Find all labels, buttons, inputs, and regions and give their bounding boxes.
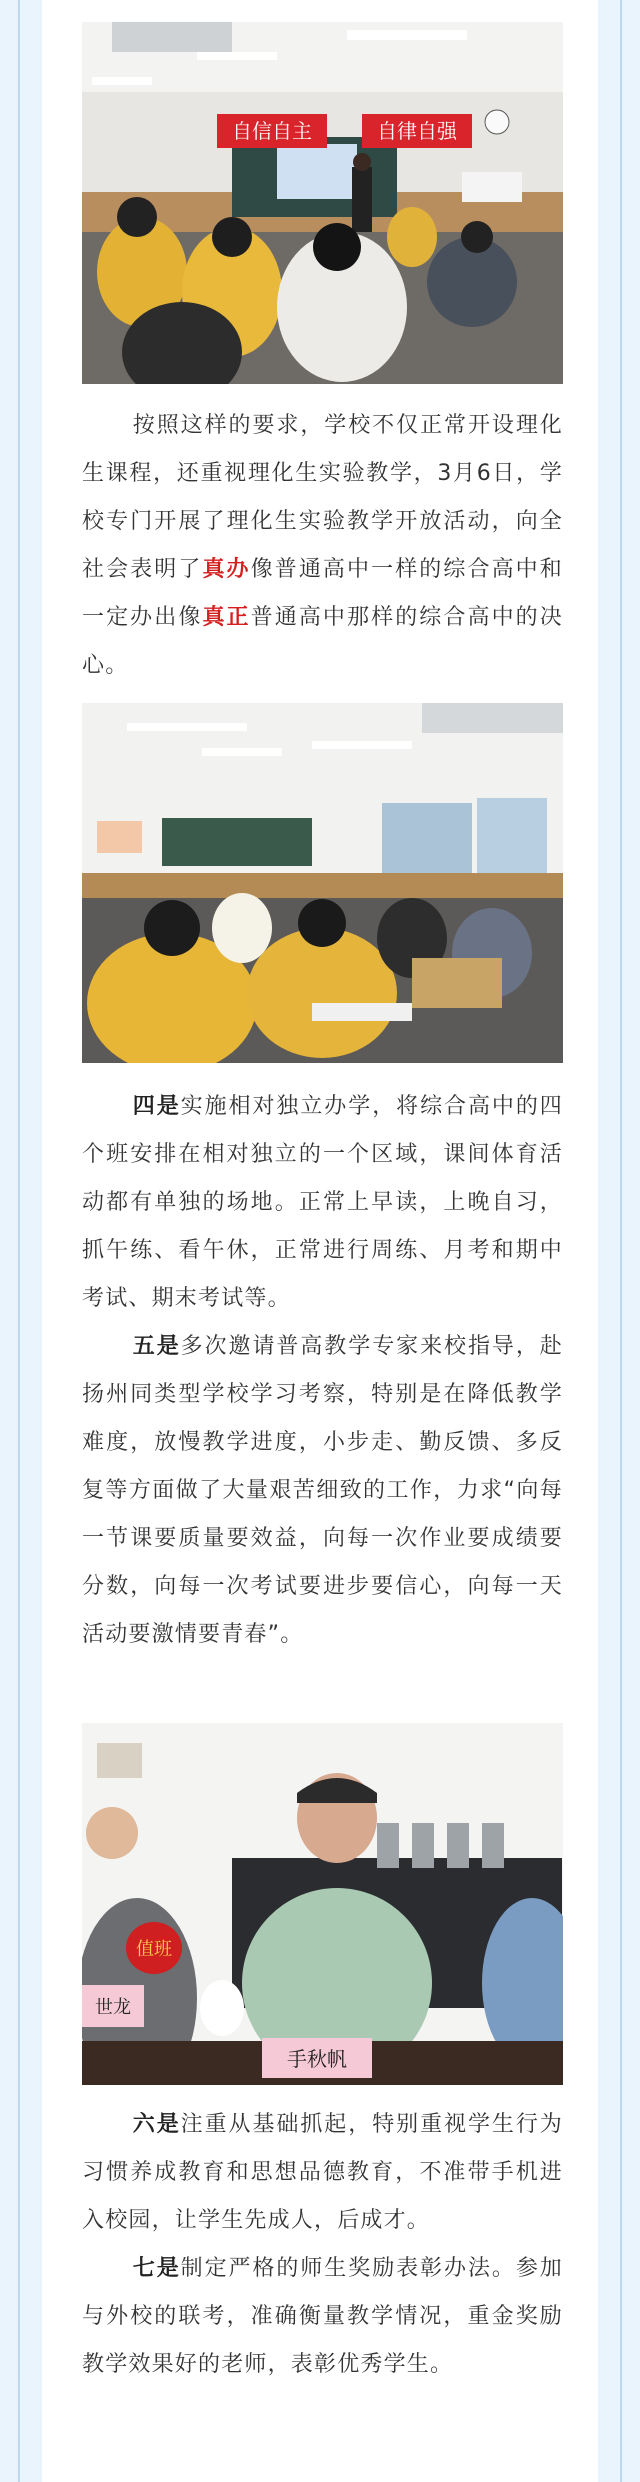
para1-emphasis-1: 真办 bbox=[202, 557, 251, 582]
classroom-photo-1 bbox=[82, 22, 563, 384]
para4-lead: 六是 bbox=[132, 2112, 181, 2137]
nameplate-left: 世龙 bbox=[95, 1997, 131, 2018]
classroom-photo-2 bbox=[82, 703, 563, 1063]
para5-lead: 七是 bbox=[132, 2256, 181, 2281]
para1-text-c: 普通高中那样的综合高中的决心。 bbox=[82, 605, 563, 678]
sash-text: 值班 bbox=[136, 1939, 172, 1960]
paragraph-2 bbox=[82, 1083, 563, 1323]
paragraph-5 bbox=[82, 2245, 563, 2389]
para3-lead: 五是 bbox=[132, 1334, 181, 1359]
para1-emphasis-2: 真正 bbox=[202, 605, 251, 630]
para3-text: 多次邀请普高教学专家来校指导，赴扬州同类型学校学习考察，特别是在降低教学难度，放慢教学进度，小步走、勤反馈、多反复等方面做了大量艰苦细致的工作，力求“向每一节课要质量要效益，向每一次作业要成绩要分数，向每一次考试要进步要信心，向每一天活动要激情要青春”。 bbox=[82, 1334, 564, 1647]
article-card bbox=[42, 0, 598, 2482]
para4-text: 注重从基础抓起，特别重视学生行为习惯养成教育和思想品德教育，不准带手机进入校园，让学生先成人，后成才。 bbox=[82, 2112, 564, 2233]
banner-left: 自信自主 bbox=[232, 119, 312, 143]
para1-text-b: 像普通高中一样的综合高中和一定办出像 bbox=[82, 557, 563, 630]
para1-text-a: 按照这样的要求，学校不仅正常开设理化生课程，还重视理化生实验教学，3月6日，学校专门开展了理化生实验教学开放活动，向全社会表明了 bbox=[82, 413, 563, 582]
left-rail bbox=[18, 0, 20, 2482]
paragraph-1 bbox=[82, 402, 563, 690]
paragraph-3 bbox=[82, 1323, 563, 1659]
para2-text: 实施相对独立办学，将综合高中的四个班安排在相对独立的一个区域，课间体育活动都有单独的场地。正常上早读，上晚自习，抓午练、看午休，正常进行周练、月考和期中考试、期末考试等。 bbox=[82, 1094, 564, 1311]
banner-right: 自律自强 bbox=[377, 119, 457, 143]
para2-lead: 四是 bbox=[132, 1094, 181, 1119]
right-rail bbox=[620, 0, 622, 2482]
nameplate-center: 手秋帆 bbox=[287, 2047, 347, 2071]
meeting-photo bbox=[82, 1723, 563, 2085]
para5-text: 制定严格的师生奖励表彰办法。参加与外校的联考，准确衡量教学情况，重金奖励教学效果好的老师，表彰优秀学生。 bbox=[82, 2256, 564, 2377]
paragraph-4 bbox=[82, 2101, 563, 2245]
